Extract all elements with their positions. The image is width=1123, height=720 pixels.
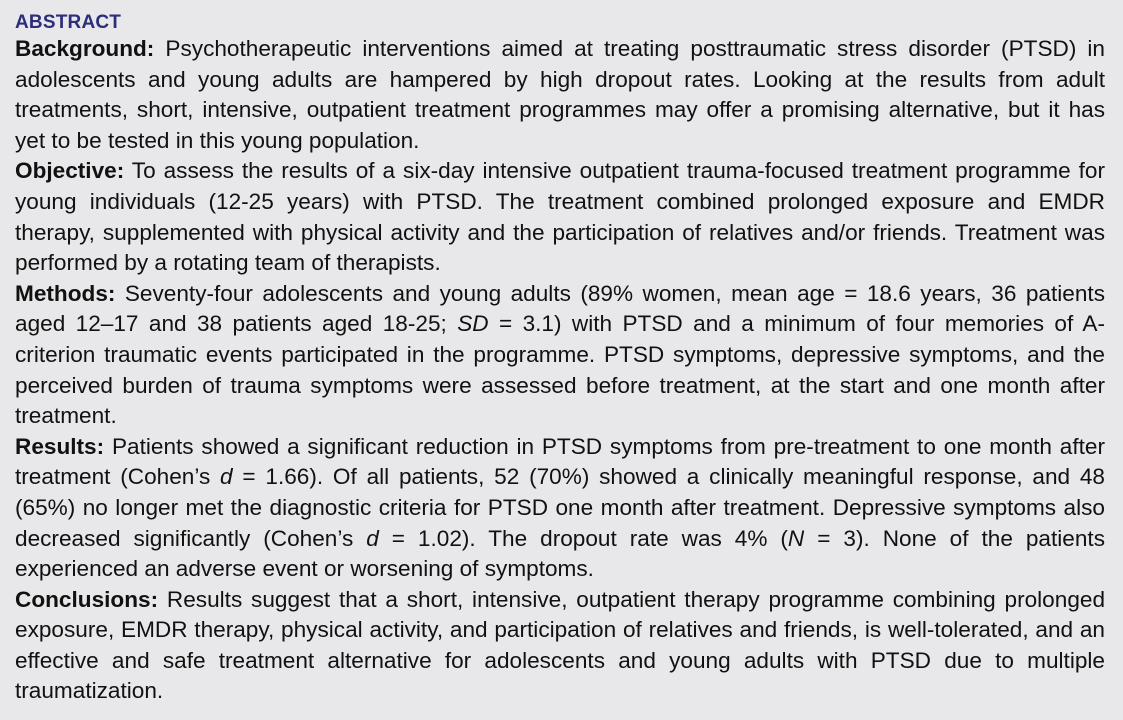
- objective-label: Objective:: [15, 158, 125, 184]
- background-text: Psychotherapeutic interventions aimed at treating posttraumatic stress disorder (PTSD) in adolescents and young adults are hampered by high dropout rates. Looking at the results from adult treatments, short, intensive, outpatient treatment programmes may offer a promising alternative, but it has yet to be tested in this young population.: [15, 36, 1105, 153]
- methods-text-2: = 3.1) with PTSD and a minimum of four memories of A-criterion traumatic events participated in the programme. PTSD symptoms, depressive symptoms, and the perceived burden of trauma symptoms were assessed before treatment, at the start and one month after treatment.: [15, 311, 1105, 429]
- methods-label: Methods:: [15, 280, 116, 306]
- methods-text-1: Seventy-four adolescents and young adults (89% women, mean age = 18.6 years, 36 patients aged 12–17 and 38 patients aged 18-25;: [15, 280, 1105, 337]
- objective-text: To assess the results of a six-day intensive outpatient trauma-focused treatment programme for young individuals (12-25 years) with PTSD. The treatment combined prolonged exposure and EMDR therapy, supplemented with physical activity and the participation of relatives and/or friends. Treatment was performed by a rotating team of therapists.: [15, 158, 1105, 276]
- methods-section: [15, 279, 1105, 432]
- abstract-heading: ABSTRACT: [15, 12, 122, 33]
- background-section: [15, 34, 1105, 156]
- background-label: Background:: [15, 36, 155, 61]
- objective-section: [15, 156, 1105, 278]
- n-symbol: N: [787, 525, 805, 551]
- results-text-3: = 1.02). The dropout rate was 4% (: [378, 525, 788, 551]
- results-section: [15, 432, 1105, 585]
- cohens-d-symbol-2: d: [366, 525, 379, 551]
- conclusions-text: Results suggest that a short, intensive, outpatient therapy programme combining prolonged exposure, EMDR therapy, physical activity, and participation of relatives and friends, is well-tolerated, and an effective and safe treatment alternative for adolescents and young adults with PTSD due to multiple traumatization.: [15, 586, 1106, 704]
- sd-symbol: SD: [457, 311, 489, 337]
- results-label: Results:: [15, 433, 105, 459]
- cohens-d-symbol-1: d: [220, 464, 233, 490]
- conclusions-section: [15, 585, 1105, 707]
- conclusions-label: Conclusions:: [15, 586, 159, 612]
- results-text-2: = 1.66). Of all patients, 52 (70%) showed a clinically meaningful response, and 48 (65%) no longer met the diagnostic criteria for PTSD one month after treatment. Depressive symptoms also decreased significantly (Cohen’s: [15, 464, 1105, 551]
- results-text-1: Patients showed a significant reduction in PTSD symptoms from pre-treatment to one month after treatment (Cohen’s: [15, 433, 1106, 490]
- results-text-4: = 3). None of the patients experienced an adverse event or worsening of symptoms.: [15, 525, 1105, 582]
